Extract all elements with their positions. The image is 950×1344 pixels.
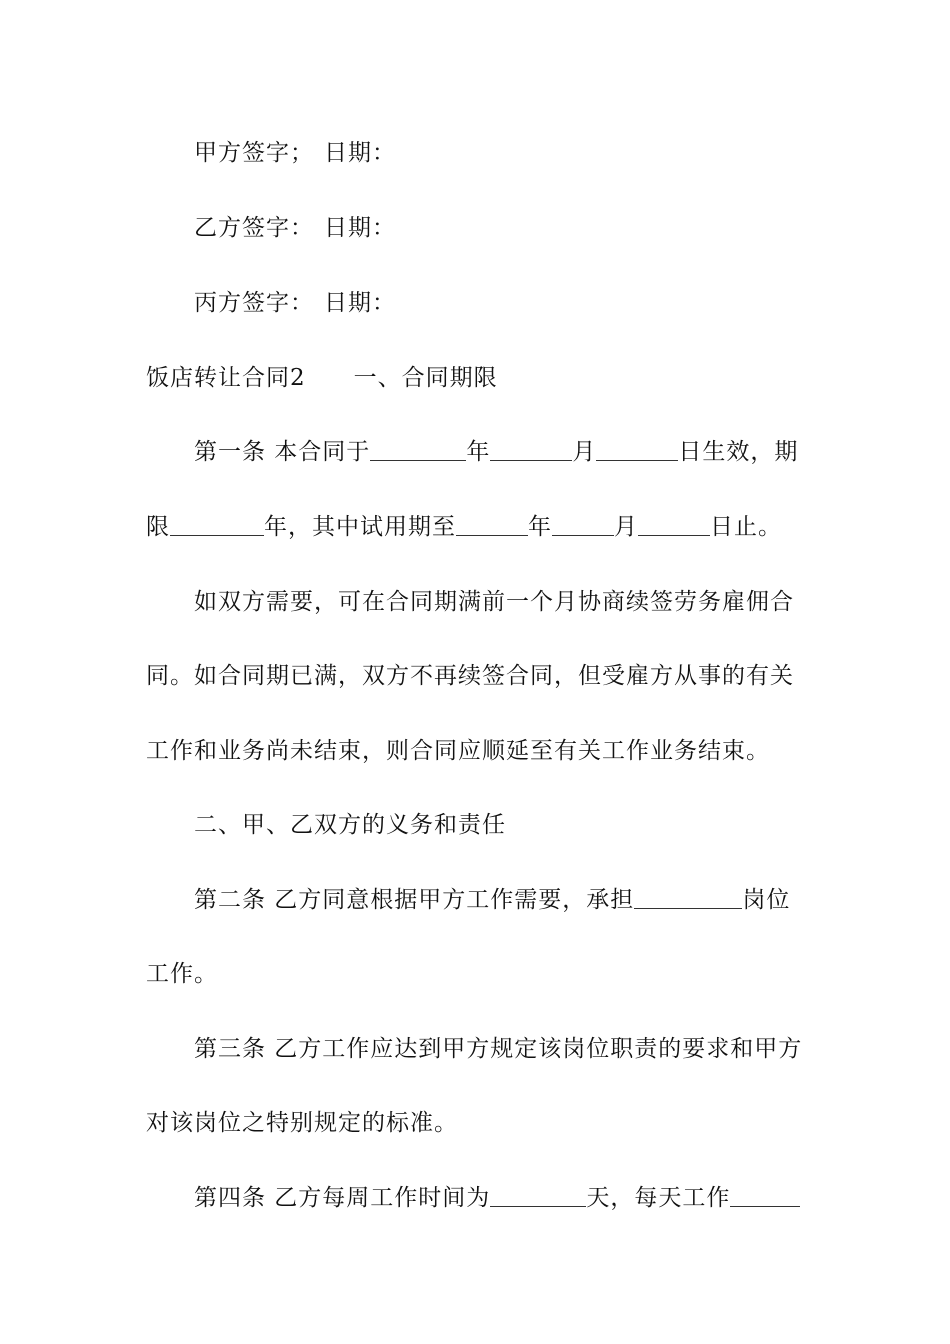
signature-party-a: 甲方签字；: [194, 140, 314, 166]
article-3-line-1: 第三条 乙方工作应达到甲方规定该岗位职责的要求和甲方: [194, 1036, 803, 1062]
article-4-line-1: [194, 1183, 810, 1213]
signature-line-c: [194, 288, 810, 318]
article-2-lead: 第二条 乙方同意根据甲方工作需要，承担: [194, 887, 635, 913]
renewal-line-1: 如双方需要，可在合同期满前一个月协商续签劳务雇佣合: [194, 589, 794, 615]
section-2-title: 二、甲、乙双方的义务和责任: [194, 812, 506, 838]
signature-party-c: 丙方签字：: [194, 290, 314, 316]
label-month-2: 月: [614, 514, 638, 540]
signature-date-a: 日期：: [324, 140, 396, 166]
article-1-line-2: [146, 512, 810, 542]
blank-probation-year[interactable]: [456, 513, 528, 536]
article-4-lead: 第四条 乙方每周工作时间为: [194, 1185, 491, 1211]
blank-work-days[interactable]: [490, 1184, 586, 1207]
label-post: 岗位: [742, 887, 791, 913]
signature-party-b: 乙方签字：: [194, 215, 314, 241]
label-month: 月: [572, 439, 597, 465]
blank-work-hours[interactable]: [730, 1184, 800, 1207]
signature-line-b: [194, 213, 810, 243]
signature-date-b: 日期：: [324, 215, 396, 241]
label-work-days: 天，每天工作: [586, 1185, 731, 1211]
blank-start-month[interactable]: [490, 438, 572, 461]
blank-probation-month[interactable]: [552, 513, 614, 536]
blank-start-year[interactable]: [370, 438, 466, 461]
article-2-line-1: [194, 885, 810, 915]
signature-date-c: 日期：: [324, 290, 396, 316]
article-2-line-2: 工作。: [146, 961, 218, 987]
blank-probation-day[interactable]: [638, 513, 710, 536]
section-1-title: 一、合同期限: [353, 365, 498, 391]
blank-post[interactable]: [634, 886, 742, 909]
label-year: 年: [466, 439, 491, 465]
contract-heading: [146, 363, 810, 393]
blank-start-day[interactable]: [596, 438, 678, 461]
label-probation: 年，其中试用期至: [264, 514, 456, 540]
label-effective: 日生效，期: [678, 439, 799, 465]
label-end: 日止。: [710, 514, 782, 540]
label-term: 限: [146, 514, 170, 540]
renewal-line-2: 同。如合同期已满，双方不再续签合同，但受雇方从事的有关: [146, 663, 794, 689]
article-1-line-1: [194, 437, 810, 467]
contract-title: 饭店转让合同2: [146, 365, 306, 391]
blank-term-years[interactable]: [170, 513, 264, 536]
signature-line-a: [194, 138, 810, 168]
renewal-line-3: 工作和业务尚未结束，则合同应顺延至有关工作业务结束。: [146, 738, 770, 764]
article-1-lead: 第一条 本合同于: [194, 439, 371, 465]
article-3-line-2: 对该岗位之特别规定的标准。: [146, 1110, 458, 1136]
label-year-2: 年: [528, 514, 552, 540]
